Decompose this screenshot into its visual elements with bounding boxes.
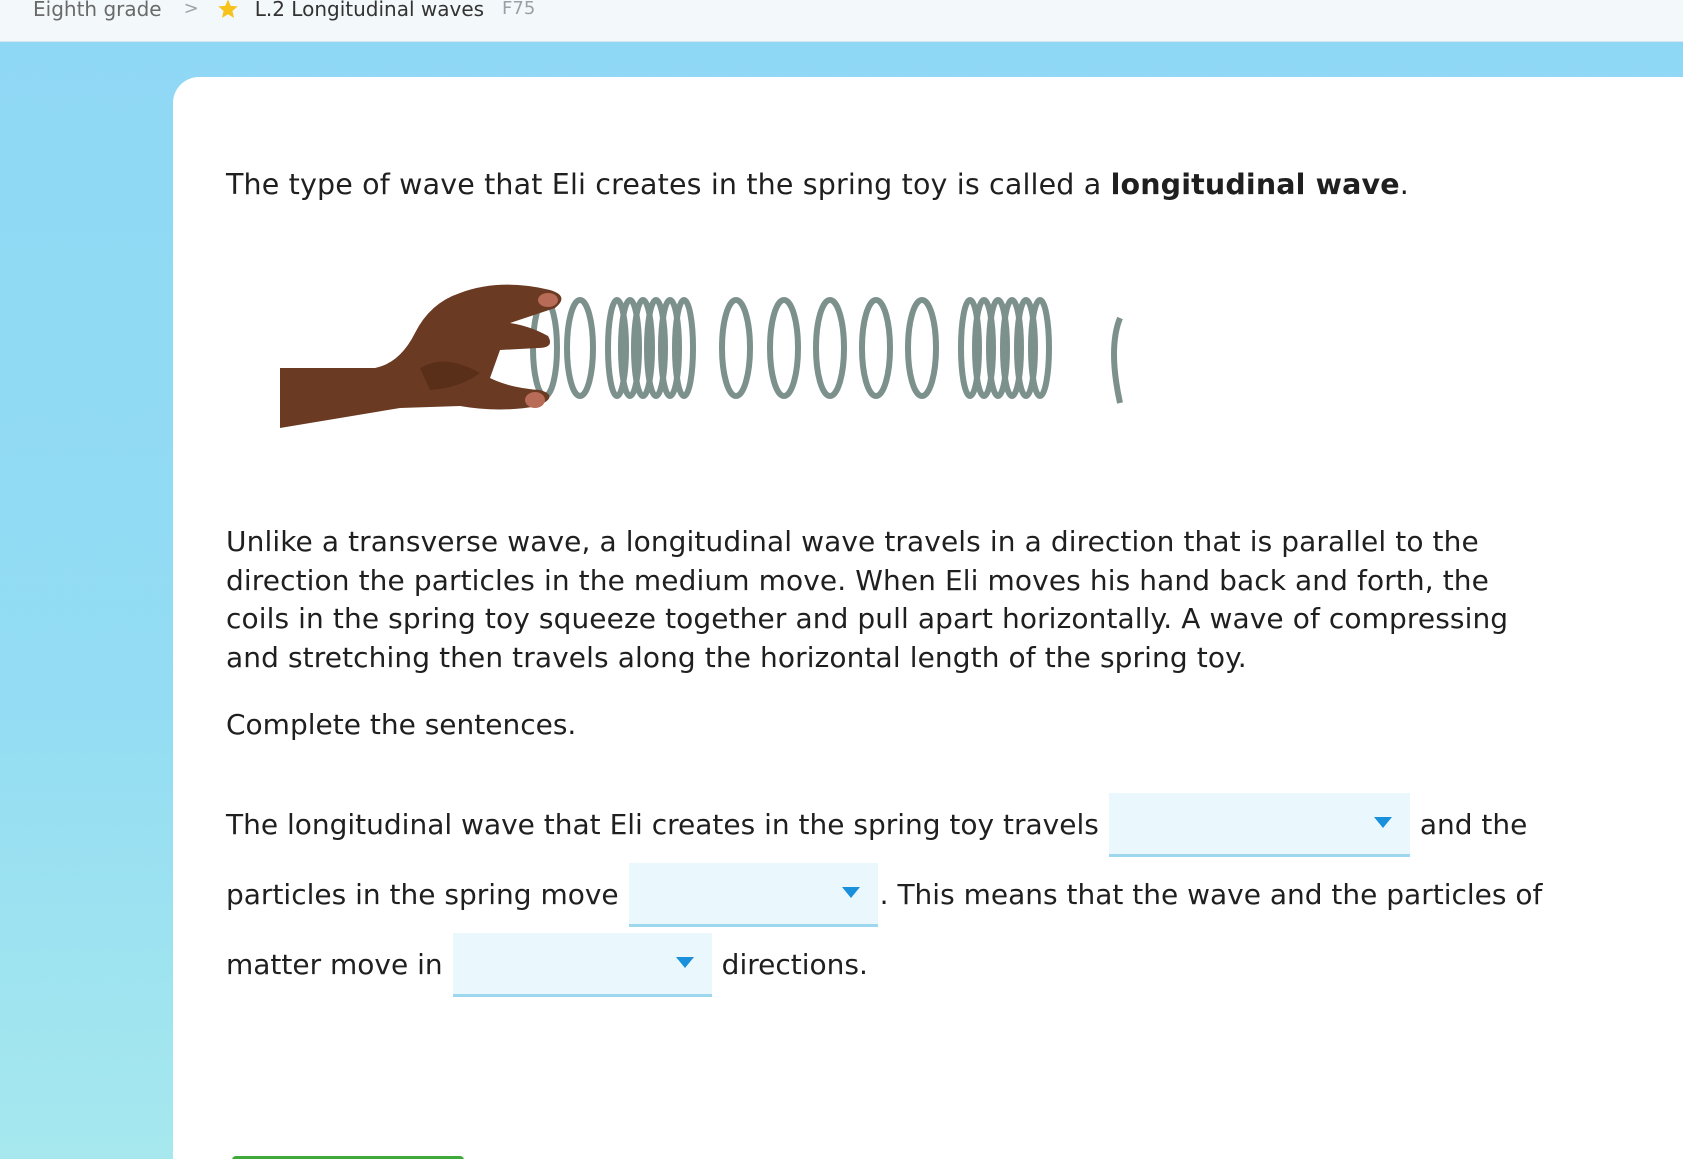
direction-dropdown-3[interactable] [453, 933, 712, 997]
direction-dropdown-2[interactable] [629, 863, 878, 927]
sentence-3-after: directions. [721, 948, 868, 981]
paragraph-line: coils in the spring toy squeeze together and pull apart horizontally. A wave of compressing [226, 602, 1509, 635]
sentence-3 [226, 933, 868, 997]
sentence-2-before: particles in the spring move [226, 878, 619, 911]
hand-spring-illustration [280, 278, 1130, 456]
direction-dropdown-1[interactable] [1109, 793, 1410, 857]
explanation-paragraph [226, 523, 1556, 677]
breadcrumb-grade[interactable]: Eighth grade [33, 0, 162, 21]
top-bar [0, 0, 1683, 42]
sentence-2 [226, 863, 1542, 927]
chevron-down-icon [842, 887, 860, 898]
sentence-1-before: The longitudinal wave that Eli creates in the spring toy travels [226, 808, 1099, 841]
intro-text-before: The type of wave that Eli creates in the spring toy is called a [226, 168, 1111, 201]
paragraph-line: Unlike a transverse wave, a longitudinal wave travels in a direction that is parallel to the [226, 525, 1479, 558]
intro-text-after: . [1399, 168, 1409, 201]
chevron-down-icon [676, 957, 694, 968]
intro-text [226, 166, 1409, 204]
paragraph-line: and stretching then travels along the horizontal length of the spring toy. [226, 640, 1247, 674]
sentence-1 [226, 793, 1527, 857]
instruction-text: Complete the sentences. [226, 708, 577, 741]
paragraph-line: direction the particles in the medium move. When Eli moves his hand back and forth, the [226, 563, 1489, 597]
sentence-2-after: . This means that the wave and the particles of [879, 878, 1543, 911]
sentence-1-after: and the [1419, 808, 1528, 841]
intro-bold-term: longitudinal wave [1110, 168, 1400, 201]
sentence-3-before: matter move in [226, 948, 443, 981]
breadcrumb-skill: L.2 Longitudinal waves [254, 0, 485, 21]
skill-code: F75 [502, 0, 536, 19]
hand-illustration [280, 285, 561, 428]
spring-coils [533, 300, 1120, 403]
star-icon [217, 0, 239, 20]
chevron-down-icon [1374, 817, 1392, 828]
breadcrumb-separator: > [183, 0, 199, 19]
